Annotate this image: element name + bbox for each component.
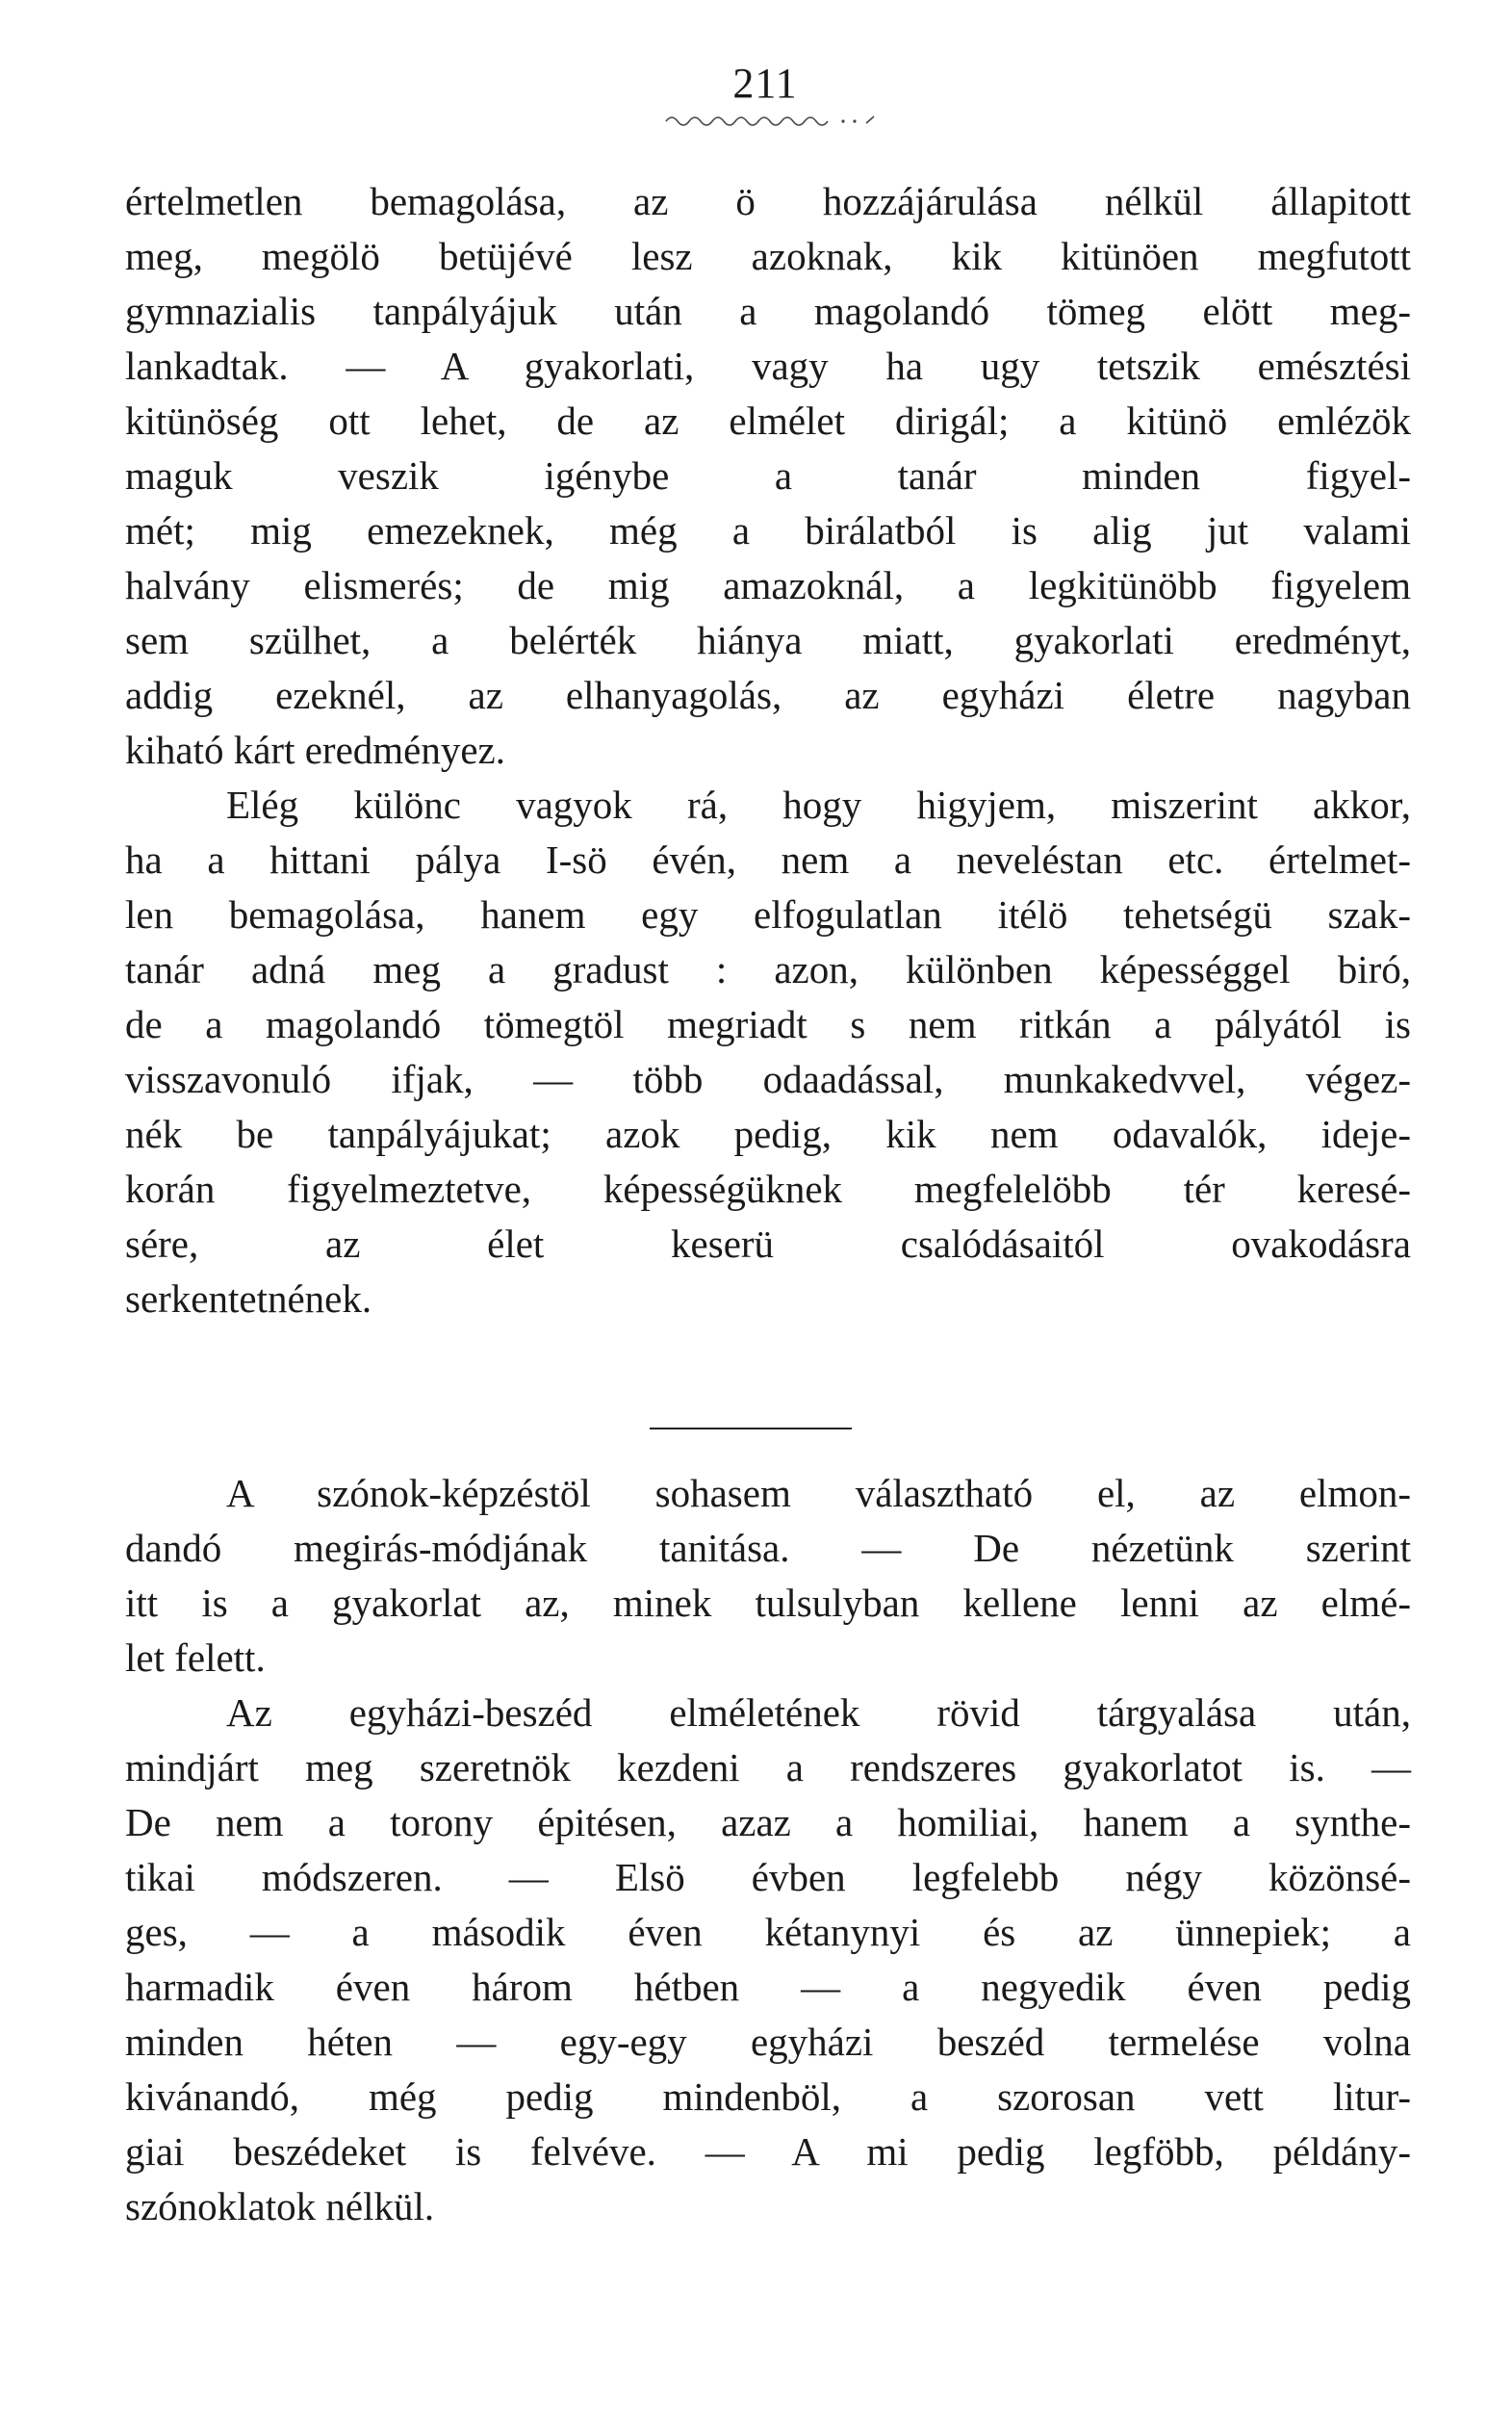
text-line: korán figyelmeztetve, képességüknek megfelelöbb tér keresé-: [125, 1167, 1411, 1211]
text-line: itt is a gyakorlat az, minek tulsulyban kellene lenni az elmé-: [125, 1581, 1411, 1625]
text-line: giai beszédeket is felvéve. — A mi pedig legföbb, példány-: [125, 2129, 1411, 2174]
text-line: mindjárt meg szeretnök kezdeni a rendszeres gyakorlatot is. —: [125, 1745, 1411, 1789]
page-number: 211: [732, 60, 798, 107]
text-line: Elég különc vagyok rá, hogy higyjem, miszerint akkor,: [226, 783, 1411, 827]
ornament-squiggle-icon: [664, 112, 885, 127]
text-line: lankadtak. — A gyakorlati, vagy ha ugy tetszik emésztési: [125, 344, 1411, 388]
text-line: mét; mig emezeknek, még a birálatból is alig jut valami: [125, 508, 1411, 553]
text-line: serkentetnének.: [125, 1276, 372, 1321]
text-line: sem szülhet, a belérték hiánya miatt, gyakorlati eredményt,: [125, 618, 1411, 662]
text-line: harmadik éven három hétben — a negyedik éven pedig: [125, 1965, 1411, 2009]
text-line: de a magolandó tömegtöl megriadt s nem ritkán a pályától is: [125, 1002, 1411, 1046]
text-line: értelmetlen bemagolása, az ö hozzájárulása nélkül állapitott: [125, 179, 1411, 223]
text-line: meg, megölö betüjévé lesz azoknak, kik kitünöen megfutott: [125, 234, 1411, 278]
text-line: visszavonuló ifjak, — több odaadással, munkakedvvel, végez-: [125, 1057, 1411, 1101]
text-line: szónoklatok nélkül.: [125, 2184, 435, 2228]
text-line: let felett.: [125, 1635, 266, 1680]
text-line: len bemagolása, hanem egy elfogulatlan itélö tehetségü szak-: [125, 892, 1411, 937]
text-line: minden héten — egy-egy egyházi beszéd termelése volna: [125, 2020, 1411, 2064]
text-line: nék be tanpályájukat; azok pedig, kik nem odavalók, ideje-: [125, 1112, 1411, 1156]
text-line: tanár adná meg a gradust : azon, különben képességgel biró,: [125, 947, 1411, 991]
text-line: ges, — a második éven kétanynyi és az ünnepiek; a: [125, 1910, 1411, 1954]
text-line: De nem a torony épitésen, azaz a homiliai, hanem a synthe-: [125, 1800, 1411, 1844]
text-line: maguk veszik igénybe a tanár minden figyel-: [125, 453, 1411, 498]
text-line: sére, az élet keserü csalódásaitól ovakodásra: [125, 1222, 1411, 1266]
text-line: Az egyházi-beszéd elméletének rövid tárgyalása után,: [226, 1690, 1411, 1735]
text-line: kivánandó, még pedig mindenböl, a szorosan vett litur-: [125, 2074, 1411, 2119]
text-line: halvány elismerés; de mig amazoknál, a legkitünöbb figyelem: [125, 563, 1411, 607]
text-line: addig ezeknél, az elhanyagolás, az egyházi életre nagyban: [125, 673, 1411, 717]
text-line: gymnazialis tanpályájuk után a magolandó tömeg elött meg-: [125, 289, 1411, 333]
text-line: kiható kárt eredményez.: [125, 728, 506, 772]
section-divider: [650, 1428, 852, 1429]
text-line: ha a hittani pálya I-sö évén, nem a neveléstan etc. értelmet-: [125, 837, 1411, 882]
text-line: dandó megirás-módjának tanitása. — De nézetünk szerint: [125, 1526, 1411, 1570]
text-line: tikai módszeren. — Elsö évben legfelebb négy közönsé-: [125, 1855, 1411, 1899]
text-line: A szónok-képzéstöl sohasem választható el, az elmon-: [226, 1471, 1411, 1515]
text-line: kitünöség ott lehet, de az elmélet dirigál; a kitünö emlézök: [125, 399, 1411, 443]
